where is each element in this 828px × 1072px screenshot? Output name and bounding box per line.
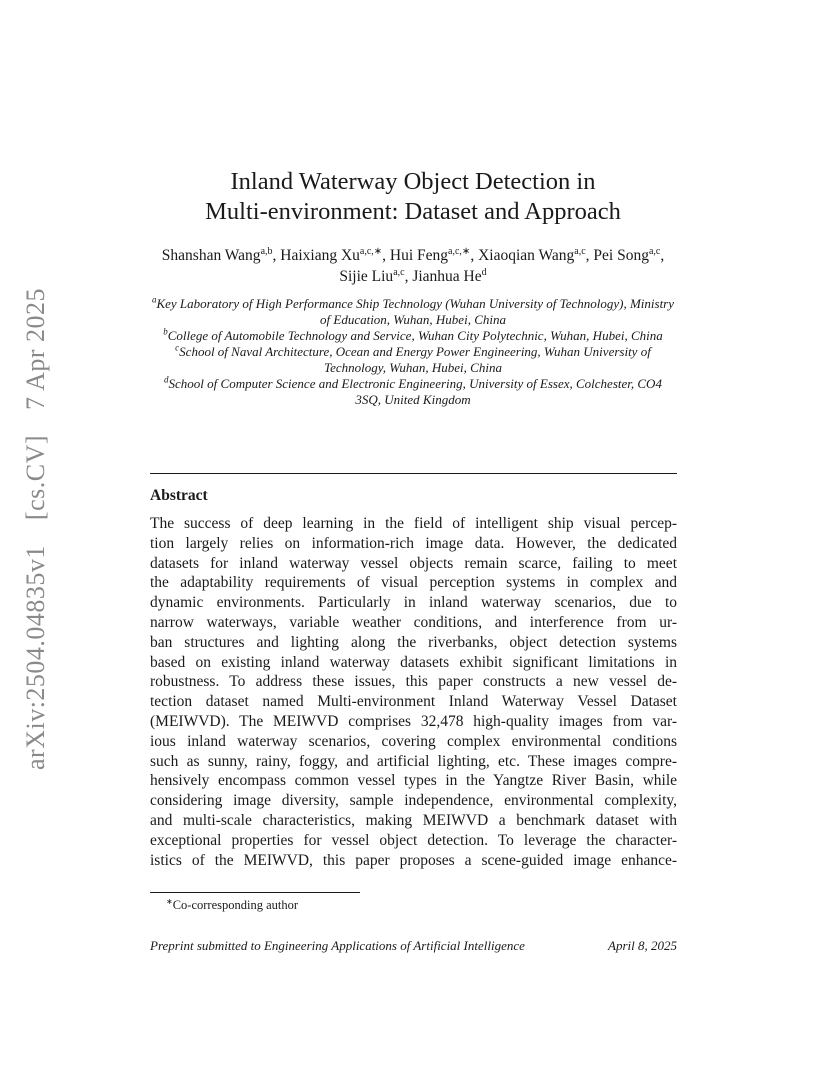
abstract-line: tion largely relies on information-rich image data. However, the dedicated: [150, 534, 677, 552]
abstract-line: ban structures and lighting along the riverbanks, object detection systems: [150, 633, 677, 651]
title-line-1: Inland Waterway Object Detection in: [230, 168, 596, 195]
arxiv-date: 7 Apr 2025: [21, 287, 50, 410]
abstract-line: ious inland waterway scenarios, covering complex environmental conditions: [150, 732, 677, 750]
author: Jianhua He$^d$: [412, 266, 487, 285]
abstract-heading: Abstract: [150, 487, 208, 504]
abstract-line: and multi-scale characteristics, making MEIWVD a benchmark dataset with: [150, 811, 677, 829]
abstract-line: (MEIWVD). The MEIWVD comprises 32,478 high-quality images from var-: [150, 712, 677, 730]
abstract-line: The success of deep learning in the field of intelligent ship visual percep-: [150, 515, 677, 532]
abstract-line: hensively encompass common vessel types in the Yangtze River Basin, while: [150, 772, 677, 790]
title-line-2: Multi-environment: Dataset and Approach: [205, 198, 621, 225]
arxiv-category: [cs.CV]: [21, 434, 50, 521]
abstract-line: robustness. To address these issues, this paper constructs a new vessel de-: [150, 673, 677, 691]
author: Xiaoqian Wang$^{a,c}$: [478, 245, 586, 264]
abstract-line: based on existing inland waterway datasets exhibit significant limitations in: [150, 653, 677, 671]
affiliation: $^b$College of Automobile Technology and Service, Wuhan City Polytechnic, Wuhan, Hubei, China: [163, 326, 663, 343]
footnote: ∗Co-corresponding author: [166, 897, 299, 913]
arxiv-id[interactable]: arXiv:2504.04835v1: [21, 545, 50, 771]
abstract-top-rule: [150, 473, 677, 474]
footnote-rule: [150, 892, 360, 893]
abstract-line: tection dataset named Multi-environment Inland Waterway Vessel Dataset: [150, 693, 677, 711]
author: Hui Feng$^{a,c,∗}$: [389, 245, 471, 264]
abstract-body: [150, 514, 677, 870]
affiliation: $^c$School of Naval Architecture, Ocean and Energy Power Engineering, Wuhan University of Technology, Wuhan, Hubei, China: [175, 342, 651, 375]
abstract-line: istics of the MEIWVD, this paper proposes a scene-guided image enhance-: [150, 851, 677, 869]
affiliation-list: [150, 296, 676, 408]
author: Pei Song$^{a,c}$: [593, 245, 661, 264]
abstract-line: narrow waterways, variable weather conditions, and interference from ur-: [150, 613, 677, 631]
abstract-line: datasets for inland waterway vessel objects remain scarce, failing to meet: [150, 554, 677, 572]
affiliation: $^d$School of Computer Science and Electronic Engineering, University of Essex, Colchester, CO4 3SQ, United Kingdom: [164, 374, 662, 407]
abstract-line: exceptional properties for vessel object detection. To leverage the character-: [150, 831, 677, 849]
author: Sijie Liu$^{a,c}$: [339, 266, 405, 285]
abstract-line: the adaptability requirements of visual perception systems in complex and: [150, 574, 677, 592]
author-list: Shanshan Wang$^{a,b}$, Haixiang $Xu^{a,c,∗}$, Hui Feng$^{a,c,∗}$, Xiaoqian Wang$^{a,c}$, Pei Song$^{a,c}$, Sijie Liu$^{a,c}$, Jianhua He$^d$: [161, 245, 665, 285]
footer-date: April 8, 2025: [608, 938, 677, 953]
paper-title: [150, 167, 676, 227]
abstract-line: dynamic environments. Particularly in inland waterway scenarios, due to: [150, 594, 677, 612]
preprint-notice: Preprint submitted to Engineering Applications of Artificial Intelligence: [150, 938, 525, 953]
abstract-line: such as sunny, rainy, foggy, and artificial lighting, etc. These images compre-: [150, 752, 677, 770]
abstract-line: considering image diversity, sample independence, environmental complexity,: [150, 792, 677, 810]
arxiv-sidebar-stamp: [21, 270, 51, 770]
author: Haixiang $Xu^{a,c,∗}$: [280, 245, 383, 264]
affiliation: $^a$Key Laboratory of High Performance Ship Technology (Wuhan University of Technology), Ministry of Education, Wuhan, Hubei, China: [151, 294, 675, 327]
author: Shanshan Wang$^{a,b}$: [161, 245, 273, 264]
